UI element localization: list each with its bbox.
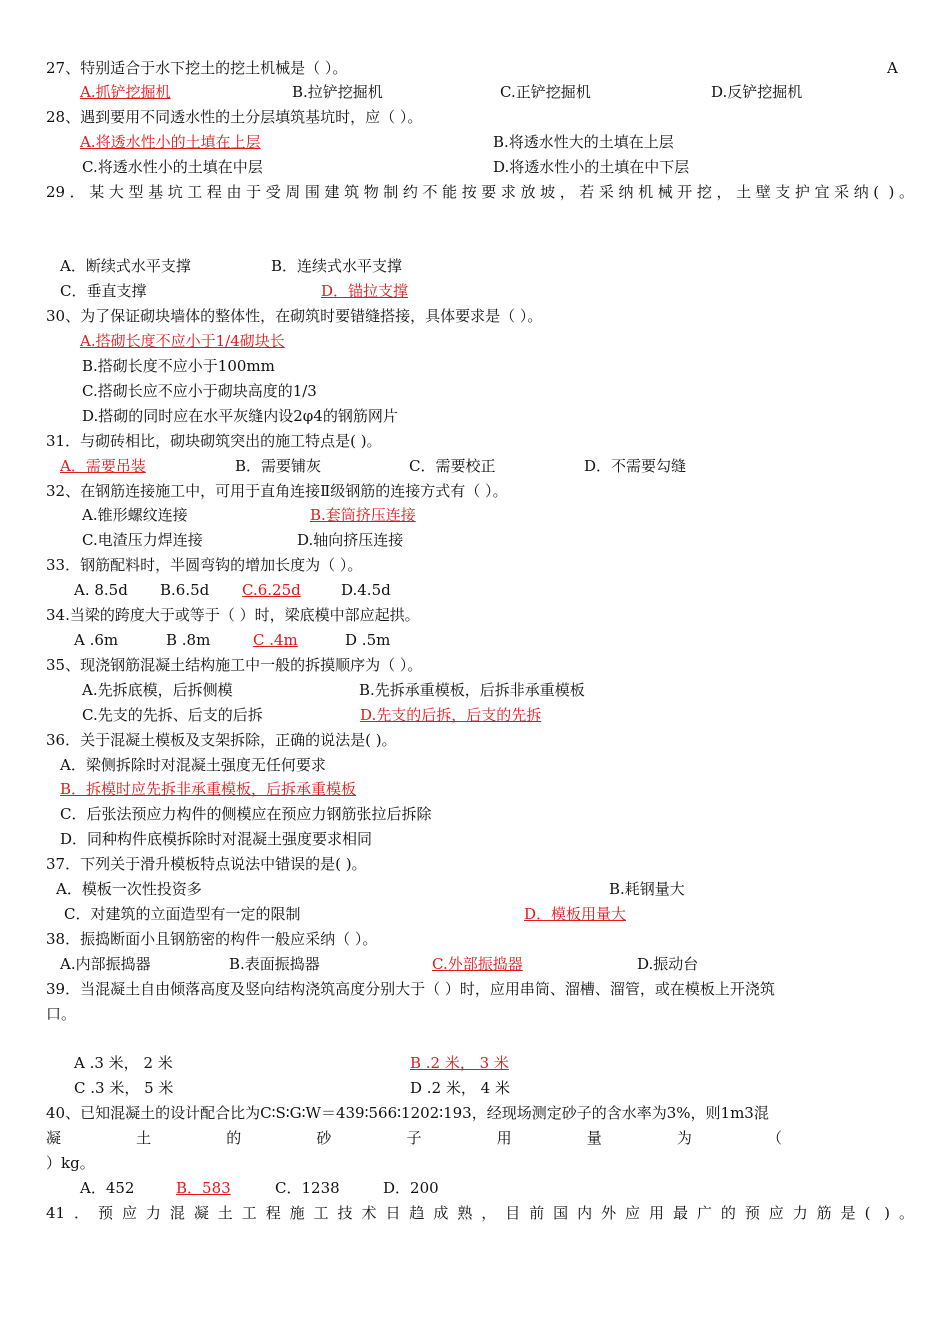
- q35-option-a: A.先拆底模，后拆侧模: [82, 681, 233, 699]
- q34-stem: 34.当梁的跨度大于或等于（ ）时，梁底模中部应起拱。: [46, 606, 420, 624]
- q37-option-a: A．模板一次性投资多: [56, 880, 202, 898]
- q27-option-c: C.正铲挖掘机: [500, 83, 591, 101]
- q29-option-d: D．锚拉支撑: [321, 282, 409, 300]
- q35-stem: 35、现浇钢筋混凝土结构施工中一般的拆摸顺序为（ ）。: [46, 656, 423, 674]
- q33-option-d: D.4.5d: [341, 581, 391, 599]
- q37-option-c: C．对建筑的立面造型有一定的限制: [64, 905, 301, 923]
- q34-option-a: A .6m: [74, 631, 119, 649]
- q34-option-d: D .5m: [345, 631, 391, 649]
- q29-option-a: A．断续式水平支撑: [60, 257, 191, 275]
- q27-option-d: D.反铲挖掘机: [711, 83, 803, 101]
- q40-stem: 40、已知混凝土的设计配合比为C∶S∶G∶W＝439∶566∶1202∶193，经现场测定砂子的含水率为3%，则1m3混: [46, 1104, 769, 1122]
- q28-option-d: D.将透水性小的土填在中下层: [493, 158, 690, 176]
- q40-option-d: D．200: [383, 1179, 439, 1197]
- q32-option-a: A.锥形螺纹连接: [82, 506, 188, 524]
- q36-option-c: C．后张法预应力构件的侧模应在预应力钢筋张拉后拆除: [60, 805, 432, 823]
- q41-stem: 41．预应力混凝土工程施工技术日趋成熟，目前国内外应用最广的预应力筋是( )。: [46, 1204, 914, 1222]
- q37-option-b: B.耗钢量大: [609, 880, 685, 898]
- q39-stem-continuation: 口。: [46, 1005, 77, 1023]
- q36-option-d: D．同种构件底模拆除时对混凝土强度要求相同: [60, 830, 373, 848]
- q39-option-a: A .3 米， 2 米: [74, 1054, 173, 1072]
- q40-stem-continuation: ）kg。: [46, 1154, 95, 1172]
- q31-stem: 31．与砌砖相比，砌块砌筑突出的施工特点是( )。: [46, 432, 382, 450]
- q34-option-c: C .4m: [253, 631, 298, 649]
- q31-option-d: D．不需要勾缝: [584, 457, 687, 475]
- q39-option-c: C .3 米， 5 米: [74, 1079, 174, 1097]
- q40-option-c: C．1238: [275, 1179, 340, 1197]
- q40-option-a: A．452: [80, 1179, 135, 1197]
- q30-option-d: D.搭砌的同时应在水平灰缝内设2φ4的钢筋网片: [82, 407, 398, 425]
- q37-option-d: D．模板用量大: [524, 905, 627, 923]
- q33-option-a: A. 8.5d: [74, 581, 128, 599]
- q32-option-c: C.电渣压力焊连接: [82, 531, 203, 549]
- q32-option-b: B.套筒挤压连接: [310, 506, 416, 524]
- q28-option-a: A.将透水性小的土填在上层: [80, 133, 261, 151]
- q27-answer-key: A: [887, 59, 898, 77]
- q31-option-c: C．需要校正: [409, 457, 496, 475]
- q28-option-c: C.将透水性小的土填在中层: [82, 158, 263, 176]
- q28-option-b: B.将透水性大的土填在上层: [493, 133, 674, 151]
- q39-option-b: B .2 米， 3 米: [410, 1054, 509, 1072]
- q35-option-c: C.先支的先拆、后支的后拆: [82, 706, 263, 724]
- q30-option-b: B.搭砌长度不应小于100mm: [82, 357, 275, 375]
- q38-option-b: B.表面振捣器: [229, 955, 320, 973]
- q33-option-c: C.6.25d: [242, 581, 301, 599]
- q36-option-a: A．梁侧拆除时对混凝土强度无任何要求: [60, 756, 326, 774]
- q32-stem: 32、在钢筋连接施工中，可用于直角连接Ⅱ级钢筋的连接方式有（ ）。: [46, 482, 508, 500]
- q35-option-d: D.先支的后拆，后支的先拆: [360, 706, 542, 724]
- q32-option-d: D.轴向挤压连接: [297, 531, 404, 549]
- q35-option-b: B.先拆承重模板，后拆非承重模板: [359, 681, 585, 699]
- q38-stem: 38．振捣断面小且钢筋密的构件一般应采纳（ ）。: [46, 930, 378, 948]
- q30-stem: 30、为了保证砌块墙体的整体性，在砌筑时要错缝搭接，具体要求是（ ）。: [46, 307, 543, 325]
- q36-stem: 36．关于混凝土模板及支架拆除，正确的说法是( )。: [46, 731, 397, 749]
- q29-option-b: B．连续式水平支撑: [271, 257, 403, 275]
- q39-option-d: D .2 米， 4 米: [410, 1079, 510, 1097]
- q28-stem: 28、遇到要用不同透水性的土分层填筑基坑时，应（ ）。: [46, 108, 423, 126]
- q36-option-b: B．拆模时应先拆非承重模板，后拆承重模板: [60, 780, 357, 798]
- q31-option-b: B．需要铺灰: [235, 457, 322, 475]
- q39-stem: 39．当混凝土自由倾落高度及竖向结构浇筑高度分别大于（ ）时，应用串筒、溜槽、溜管，或在模板上开浇筑: [46, 980, 775, 998]
- q38-option-c: C.外部振捣器: [432, 955, 523, 973]
- q33-stem: 33．钢筋配料时，半圆弯钩的增加长度为（ ）。: [46, 556, 363, 574]
- q33-option-b: B.6.5d: [160, 581, 210, 599]
- q40-stem-line2: 凝 土 的 砂 子 用 量 为 （: [46, 1129, 782, 1147]
- q29-option-c: C．垂直支撑: [60, 282, 147, 300]
- q31-option-a: A．需要吊装: [60, 457, 146, 475]
- q30-option-a: A.搭砌长度不应小于1/4砌块长: [80, 332, 285, 350]
- q27-stem: 27、特别适合于水下挖土的挖土机械是（ ）。: [46, 59, 348, 77]
- q27-option-a: A.抓铲挖掘机: [80, 83, 171, 101]
- q38-option-d: D.振动台: [637, 955, 699, 973]
- q40-option-b: B．583: [176, 1179, 231, 1197]
- q38-option-a: A.内部振捣器: [60, 955, 151, 973]
- q34-option-b: B .8m: [166, 631, 211, 649]
- q30-option-c: C.搭砌长应不应小于砌块高度的1/3: [82, 382, 317, 400]
- q37-stem: 37．下列关于滑升模板特点说法中错误的是( )。: [46, 855, 367, 873]
- q29-stem: 29．某大型基坑工程由于受周围建筑物制约不能按要求放坡，若采纳机械开挖，土壁支护宜采纳( )。: [46, 183, 914, 201]
- q27-option-b: B.拉铲挖掘机: [292, 83, 383, 101]
